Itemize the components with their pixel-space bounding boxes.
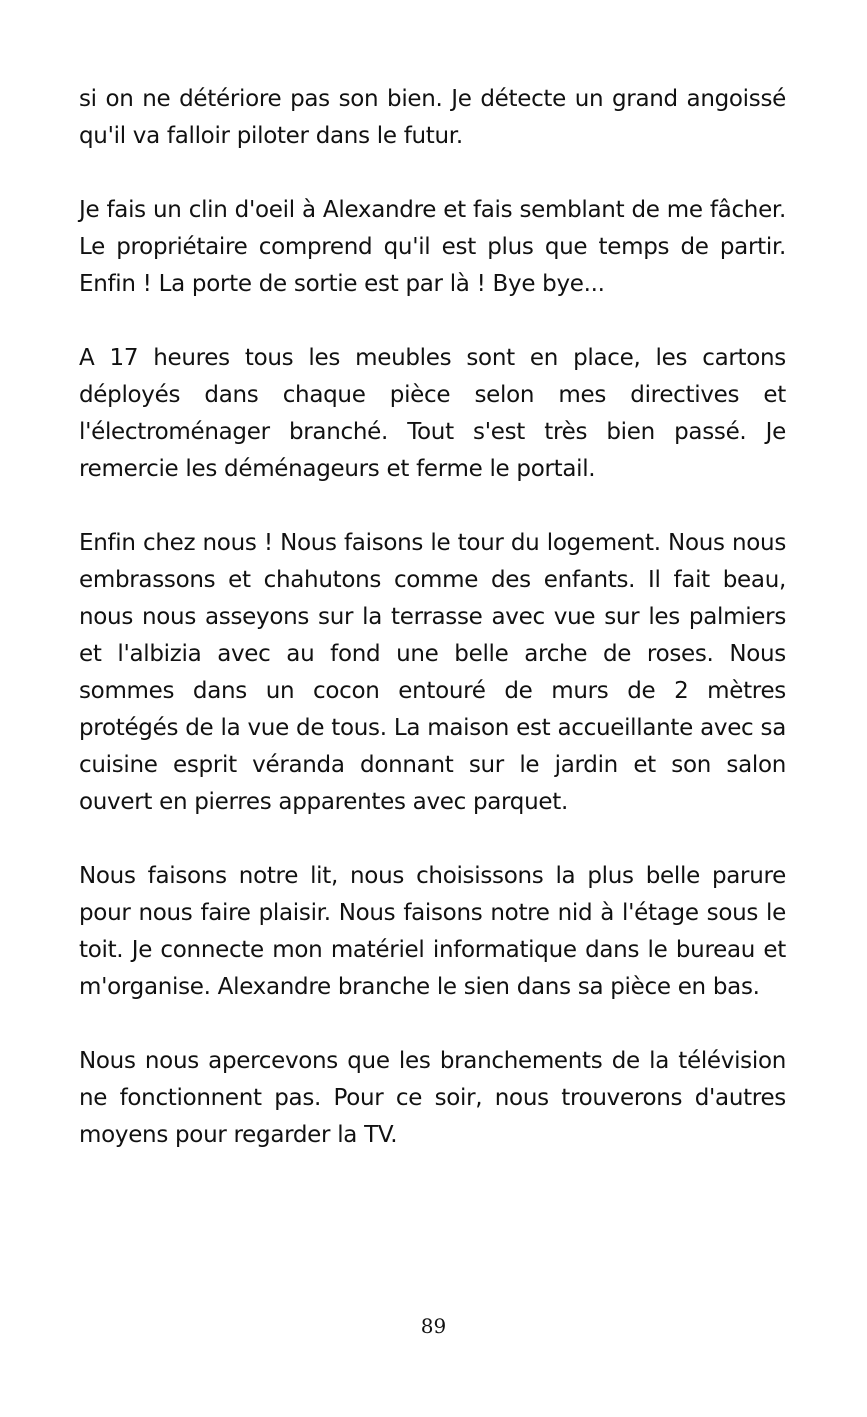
paragraph-4: Enfin chez nous ! Nous faisons le tour du logement. Nous nous embrassons et chahutons comme des enfants. Il fait beau, nous nous asseyons sur la terrasse avec vue sur les palmiers et l'albizia avec au fond une belle arche de roses. Nous sommes dans un cocon entouré de murs de 2 mètres protégés de la vue de tous. La maison est accueillante avec sa cuisine esprit véranda donnant sur le jardin et son salon ouvert en pierres apparentes avec parquet. <box>79 530 786 815</box>
paragraph-6: Nous nous apercevons que les branchements de la télévision ne fonctionnent pas. Pour ce soir, nous trouverons d'autres moyens pour regarder la TV. <box>79 1048 786 1148</box>
paragraph-1: si on ne détériore pas son bien. Je détecte un grand angoissé qu'il va falloir piloter dans le futur. <box>79 86 786 149</box>
page-body <box>79 81 786 1154</box>
paragraph-5: Nous faisons notre lit, nous choisissons la plus belle parure pour nous faire plaisir. Nous faisons notre nid à l'étage sous le toit. Je connecte mon matériel informatique dans le bureau et m'organise. Alexandre branche le sien dans sa pièce en bas. <box>79 863 786 1000</box>
paragraph-2: Je fais un clin d'oeil à Alexandre et fais semblant de me fâcher. Le propriétaire comprend qu'il est plus que temps de partir. Enfin ! La porte de sortie est par là ! Bye bye... <box>79 197 786 297</box>
page-number: 89 <box>420 1314 447 1338</box>
paragraph-3: A 17 heures tous les meubles sont en place, les cartons déployés dans chaque pièce selon mes directives et l'électroménager branché. Tout s'est très bien passé. Je remercie les déménageurs et ferme le portail. <box>79 345 786 482</box>
